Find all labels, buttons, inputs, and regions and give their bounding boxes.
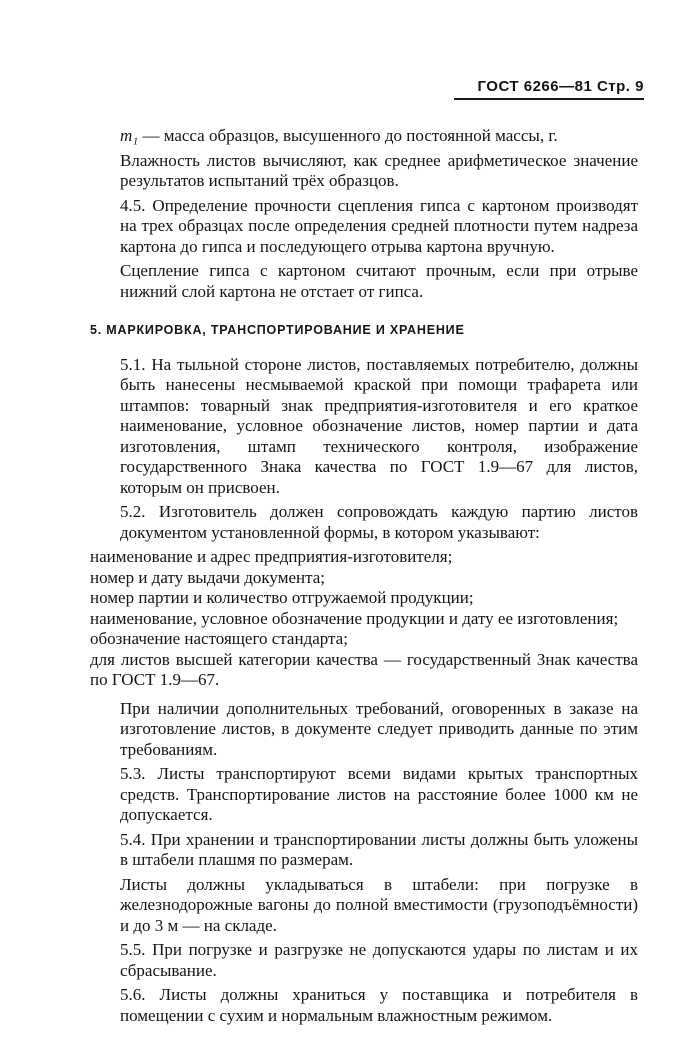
section-title: 5. МАРКИРОВКА, ТРАНСПОРТИРОВАНИЕ И ХРАНЕНИЕ [90,323,465,337]
paragraph-humidity: Влажность листов вычисляют, как среднее арифметическое значение результатов испытаний трёх образцов. [120,150,638,190]
list-item: номер партии и количество отгружаемой продукции; [90,588,474,607]
paragraph-m1-definition [90,126,638,147]
list-item: наименование и адрес предприятия-изготовителя; [90,547,453,566]
list-item: обозначение настоящего стандарта; [90,629,348,648]
paragraph-stacking: Листы должны укладываться в штабели: при погрузке в железнодорожные вагоны до полной вместимости (грузоподъёмности) и до 3 м — на складе. [120,874,638,935]
running-header: ГОСТ 6266—81 Стр. 9 [454,78,644,100]
m1-definition-text: — масса образцов, высушенного до постоянной массы, г. [138,126,558,145]
document-contents-list [90,547,638,691]
paragraph-5-5: 5.5. При погрузке и разгрузке не допускаются удары по листам и их сбрасывание. [120,940,638,980]
variable-m1: m₁ [120,126,139,145]
paragraph-5-2: 5.2. Изготовитель должен сопровождать каждую партию листов документом установленной формы, в котором указывают: [120,502,638,542]
paragraph-adhesion: Сцепление гипса с картоном считают прочным, если при отрыве нижний слой картона не отстает от гипса. [120,261,638,301]
list-item: номер и дату выдачи документа; [90,567,325,587]
list-item: наименование, условное обозначение продукции и дату ее изготовления; [90,608,619,628]
paragraph-5-6: 5.6. Листы должны храниться у поставщика и потребителя в помещении с сухим и нормальным влажностным режимом. [120,985,638,1025]
paragraph-5-3: 5.3. Листы транспортируют всеми видами крытых транспортных средств. Транспортирование листов на расстояние более 1000 км не допускается. [120,764,638,824]
paragraph-4-5: 4.5. Определение прочности сцепления гипса с картоном производят на трех образцах после определения средней плотности путем надреза картона до гипса и последующего отрыва картона вручную. [120,195,638,256]
paragraph-5-1: 5.1. На тыльной стороне листов, поставляемых потребителю, должны быть нанесены несмываемой краской при помощи трафарета или штампов: товарный знак предприятия-изготовителя и его краткое наименование, условное обозначение листов, номер партии и дата изготовления, штамп технического контроля, изображение государственного Знака качества по ГОСТ 1.9—67 для листов, которым он присвоен. [120,354,638,497]
paragraph-5-4: 5.4. При хранении и транспортировании листы должны быть уложены в штабели плашмя по размерам. [120,829,638,869]
paragraph-additional-requirements: При наличии дополнительных требований, оговоренных в заказе на изготовление листов, в документе следует приводить данные по этим требованиям. [120,698,638,759]
list-item: для листов высшей категории качества — государственный Знак качества по ГОСТ 1.9—67. [90,649,638,689]
body-text [90,126,638,1030]
